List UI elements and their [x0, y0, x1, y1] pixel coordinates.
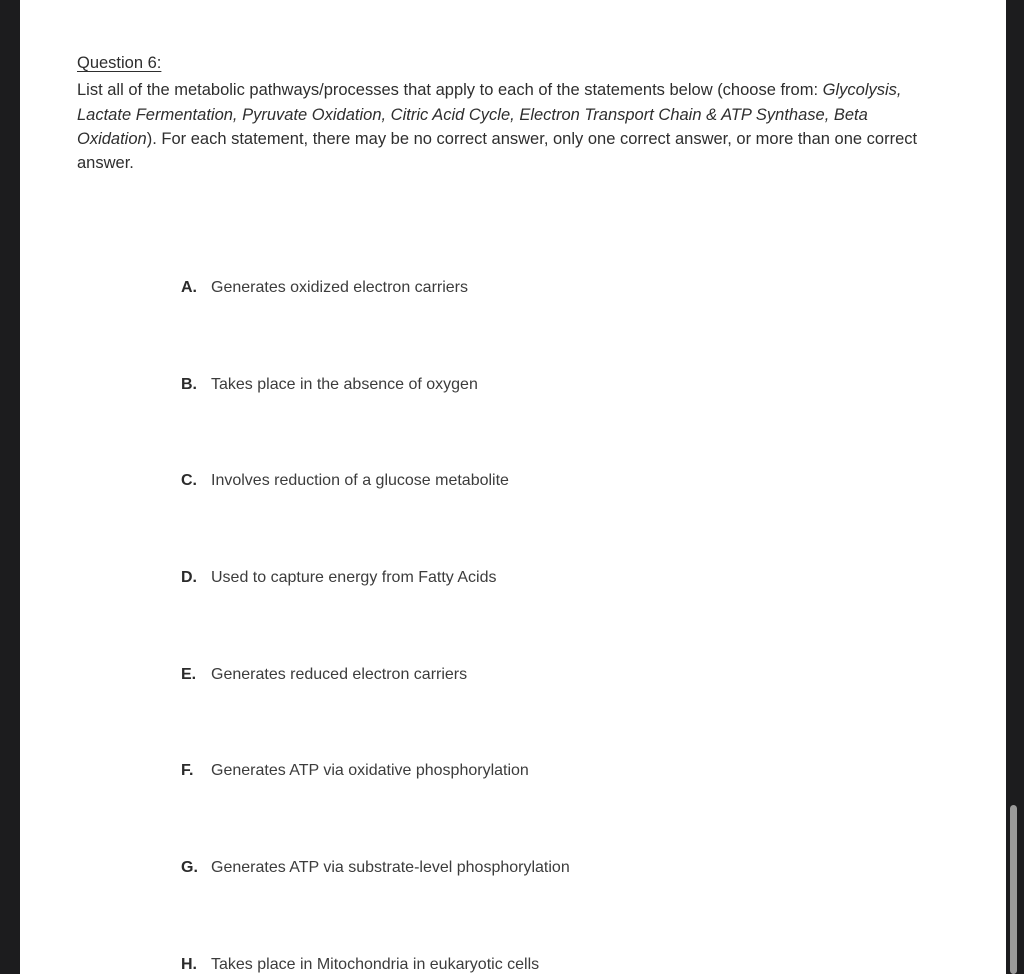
list-item-letter: H.: [181, 955, 197, 973]
list-item: [181, 760, 981, 857]
instructions-pathway-list: Glycolysis, Lactate Fermentation, Pyruvate Oxidation, Citric Acid Cycle, Electron Transport Chain & ATP Synthase, Beta Oxidation: [77, 81, 902, 149]
list-item: [181, 664, 981, 761]
list-item-text: Generates oxidized electron carriers: [211, 279, 469, 296]
list-item-text: Takes place in Mitochondria in eukaryotic cells: [211, 955, 540, 973]
list-item-letter: F.: [181, 762, 194, 780]
instructions-part-2: ). For each statement, there may be no correct answer, only one correct answer, or more than one correct answer.: [77, 130, 918, 173]
list-item: [181, 374, 981, 471]
list-item-text: Takes place in the absence of oxygen: [211, 375, 478, 393]
list-item-letter: G.: [181, 859, 198, 877]
list-item-text: Generates reduced electron carriers: [211, 665, 468, 683]
list-item-letter: D.: [181, 569, 197, 587]
list-item-letter: B.: [181, 375, 197, 393]
list-item-text: Used to capture energy from Fatty Acids: [211, 569, 497, 587]
list-item-letter: E.: [181, 665, 197, 683]
list-item-letter: A.: [181, 279, 197, 296]
list-item-letter: C.: [181, 472, 197, 490]
list-item-text: Generates ATP via oxidative phosphorylation: [211, 762, 529, 780]
list-item-text: Involves reduction of a glucose metabolite: [211, 472, 509, 490]
question-items-list: [181, 277, 981, 974]
scrollbar-thumb[interactable]: [1010, 805, 1017, 974]
page-title: Question 6:: [77, 54, 162, 72]
list-item: [181, 567, 981, 664]
list-item: [181, 277, 981, 374]
instructions-part-1: List all of the metabolic pathways/processes that apply to each of the statements below (choose from:: [77, 81, 823, 100]
left-edge-bar: [0, 0, 20, 974]
question-instructions: [77, 78, 939, 175]
document-body: [77, 52, 957, 973]
list-item: [181, 470, 981, 567]
document-page: [20, 0, 1006, 974]
question-heading-wrapper: [77, 52, 957, 77]
vertical-scrollbar[interactable]: [1006, 0, 1024, 974]
list-item: [181, 954, 981, 974]
list-item: [181, 857, 981, 954]
list-item-text: Generates ATP via substrate-level phosphorylation: [211, 859, 570, 877]
